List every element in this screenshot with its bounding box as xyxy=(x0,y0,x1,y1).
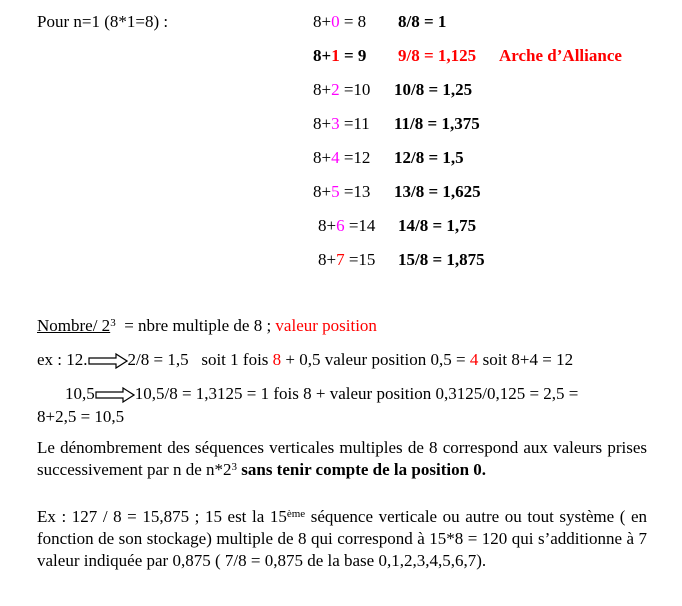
row-2-equation xyxy=(313,80,370,100)
nombre-red-text: valeur position xyxy=(275,316,377,335)
row-equation-sum: =13 xyxy=(339,182,371,201)
nombre-text: = nbre multiple de 8 ; xyxy=(115,316,276,335)
row-equation-sum: =14 xyxy=(344,216,376,235)
row-3-result: 11/8 = 1,375 xyxy=(394,114,480,133)
example-1-red-4: 4 xyxy=(469,350,479,369)
row-6-equation xyxy=(318,216,375,236)
row-equation-digit: 0 xyxy=(331,12,340,31)
row-equation-base: 8+ xyxy=(318,216,337,235)
example-1-red-8: 8 xyxy=(272,350,282,369)
row-1-result: 9/8 = 1,125 xyxy=(398,46,477,65)
row-5-result: 13/8 = 1,625 xyxy=(394,182,481,201)
row-6-result: 14/8 = 1,75 xyxy=(398,216,477,235)
row-1-equation xyxy=(313,46,366,66)
row-equation-sum: =10 xyxy=(339,80,371,99)
row-equation-sum: =15 xyxy=(344,250,376,269)
row-7-result: 15/8 = 1,875 xyxy=(398,250,485,269)
paragraph-2-sup: ème xyxy=(286,508,306,520)
row-equation-digit: 1 xyxy=(331,46,340,65)
paragraph-denombrement xyxy=(37,437,647,481)
row-equation-sum: =12 xyxy=(339,148,371,167)
paragraph-2-b: séquence verticale ou autre ou tout système ( en fonction de son stockage) multiple de 8 qui correspond à 15*8 = 120 qui s’additionne à 7 valeur indiquée par 0,875 ( 7/8 = 0,875 de la base 0,1,2,3,4,5,6,7). xyxy=(37,507,647,570)
row-1-note: Arche d’Alliance xyxy=(499,46,622,65)
right-arrow-icon xyxy=(95,386,135,404)
paragraph-2-a: Ex : 127 / 8 = 15,875 ; 15 est la 15 xyxy=(37,507,287,526)
example-1-a: 2/8 = 1,5 soit 1 fois xyxy=(127,350,273,369)
row-equation-sum: =11 xyxy=(339,114,370,133)
row-2-result: 10/8 = 1,25 xyxy=(394,80,473,99)
nombre-exponent: 3 xyxy=(110,317,116,329)
row-0-equation xyxy=(313,12,366,32)
row-equation-sum: = 9 xyxy=(339,46,367,65)
row-equation-digit: 5 xyxy=(331,182,340,201)
example-2-line xyxy=(65,384,578,404)
paragraph-1-text: Le dénombrement des séquences verticales multiples de 8 correspond aux valeurs prises successivement par n de n*2 xyxy=(37,438,647,479)
nombre-line xyxy=(37,316,377,336)
row-7-equation xyxy=(318,250,375,270)
row-equation-digit: 3 xyxy=(331,114,340,133)
right-arrow-icon xyxy=(88,352,128,370)
nombre-label: Nombre/ 2 xyxy=(37,316,111,335)
row-equation-base: 8+ xyxy=(313,80,332,99)
row-5-equation xyxy=(313,182,370,202)
row-4-result: 12/8 = 1,5 xyxy=(394,148,464,167)
row-equation-digit: 4 xyxy=(331,148,340,167)
paragraph-1-bold: sans tenir compte de la position 0. xyxy=(237,460,487,479)
row-equation-digit: 2 xyxy=(331,80,340,99)
example-2-text: 10,5/8 = 1,3125 = 1 fois 8 + valeur position 0,3125/0,125 = 2,5 = xyxy=(134,384,579,403)
row-4-equation xyxy=(313,148,370,168)
row-equation-base: 8+ xyxy=(313,46,332,65)
row-equation-digit: 6 xyxy=(336,216,345,235)
row-equation-sum: = 8 xyxy=(339,12,367,31)
row-equation-base: 8+ xyxy=(313,148,332,167)
example-1-c: soit 8+4 = 12 xyxy=(478,350,574,369)
row-equation-digit: 7 xyxy=(336,250,345,269)
example-2-prefix: 10,5 xyxy=(65,384,95,403)
example-1-b: + 0,5 valeur position 0,5 = xyxy=(281,350,470,369)
row-0-result: 8/8 = 1 xyxy=(398,12,447,31)
row-equation-base: 8+ xyxy=(313,114,332,133)
row-equation-base: 8+ xyxy=(318,250,337,269)
row-3-equation xyxy=(313,114,370,134)
example-2-line2: 8+2,5 = 10,5 xyxy=(37,407,125,426)
example-1-line xyxy=(37,350,573,370)
paragraph-1-exponent: 3 xyxy=(231,461,237,473)
example-1-prefix: ex : 12. xyxy=(37,350,88,369)
paragraph-example-127 xyxy=(37,506,647,572)
row-equation-base: 8+ xyxy=(313,182,332,201)
row-equation-base: 8+ xyxy=(313,12,332,31)
header-text: Pour n=1 (8*1=8) : xyxy=(37,12,169,31)
